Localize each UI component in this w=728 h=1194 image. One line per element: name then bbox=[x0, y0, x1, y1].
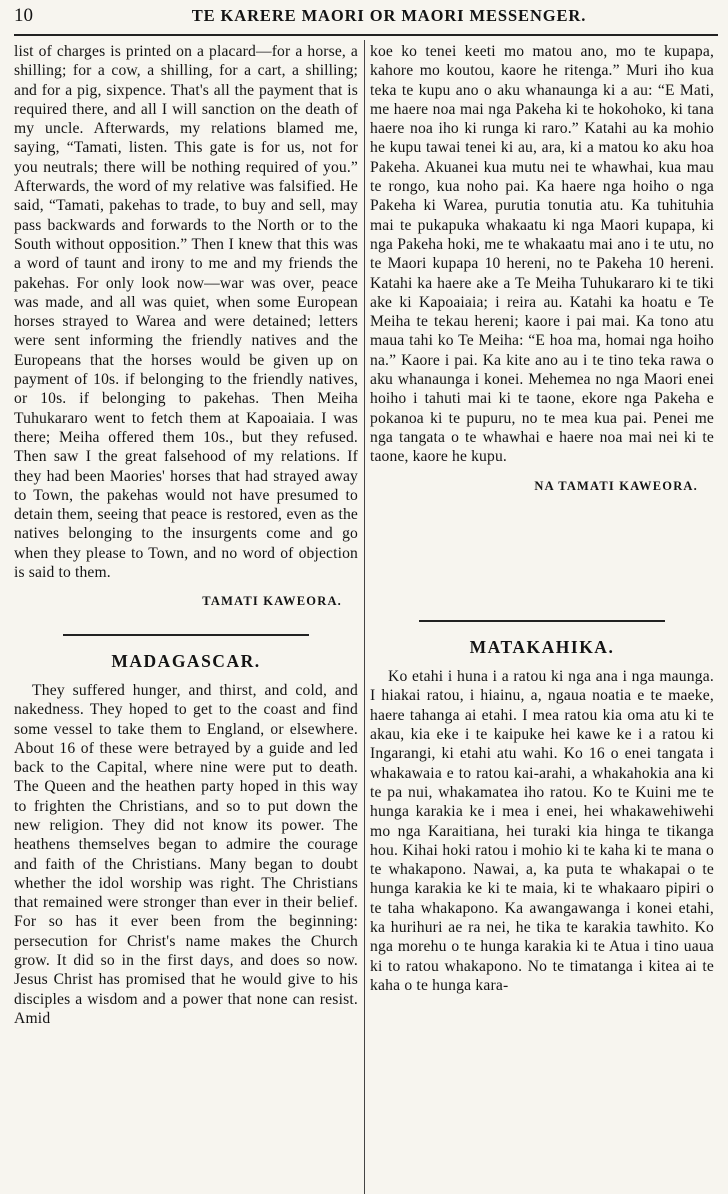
letter-paragraph: koe ko tenei keeti mo matou ano, mo te kupapa, kahore mo koutou, kaore he ritenga.” Muri iho kua teka te kupu ano o aku whanaunga ki a au: “E Mati, me haere noa mai nga Pakeha ki te hokohoko, ki tana haere noa iho ki runga ki raro.” Katahi au ka mohio he kupu tawai tenei ki au, ara, ki a matou ko aku hoa Pakeha. Akuanei kua mutu nei te whawhai, kua mau te rongo, kua noho pai. Ka haere nga hoiho o nga Pakeha ki Warea, purutia tonutia atu. Ka tuhituhia mai te pukapuka whakaatu ki nga Maori kupapa, ki nga Pakeha hoki, me te whakaatu mai ano i te utu, no te Maori kupapa 10 hereni, no te Pakeha 10 hereni. Katahi ka haere ake a Te Meiha Tuhukararo ki te tiki ake ki Kapoaiaia; i reira au. Katahi ka hoatu e Te Meiha te tekau hereni; kaore i pai mai. Ka tono atu maua tahi ko Te Meiha: “E hoa ma, homai nga hoiho na.” Kaore i pai. Ka kite ano au i te tino teka rawa o aku whanaunga i konei. Mehemea no nga Maori enei hoiho i tahuti mai ki te taone, ekore nga Pakeha e pokanoa ki te pupuru, no te mea kua pai. Penei me nga tangata o te whawhai e haere noa mai nei ki te taone, kaore he kupu. bbox=[370, 43, 714, 466]
page-header bbox=[14, 0, 718, 36]
letter-signature: TAMATI KAWEORA. bbox=[202, 594, 342, 609]
running-title: TE KARERE MAORI OR MAORI MESSENGER. bbox=[191, 6, 587, 25]
section-rule bbox=[63, 634, 309, 636]
letter-signature: NA TAMATI KAWEORA. bbox=[534, 478, 698, 493]
letter-paragraph: list of charges is printed on a placard—for a horse, a shilling; for a cow, a shilling, for a cart, a shilling; and for a pig, sixpence. That's all the payment that is required there, and all I will sanction on the death of my uncle. Afterwards, my relations blamed me, saying, “Tamati, listen. This gate is for us, not for you neutrals; there will be nothing required of you.” Afterwards, the word of my relative was falsified. He said, “Tamati, pakehas to trade, to buy and sell, may pass backwards and forwards to the North or to the South without opposition.” Then I knew that this was a word of taunt and irony to me and my friends the pakehas. For only look now—war was over, peace was made, and all was quiet, when some European horses strayed to Warea and were detained; letters were sent informing the friendly natives and the Europeans that the horses would be given up on payment of 10s. if belonging to the friendly natives, or 10s. if belonging to pakehas. Then Meiha Tuhukararo went to fetch them at Kapoaiaia. I was there; Meiha offered them 10s., but they refused. Then saw I the great falsehood of my relations. If they had been Maories' horses that had strayed away to Town, the pakehas would not have presumed to detain them, seeing that peace is restored, even as the natives belonging to the insurgents come and go when they please to Town, and no word of objection is said to them. bbox=[14, 43, 358, 582]
section-paragraph: Ko etahi i huna i a ratou ki nga ana i nga maunga. I hiakai ratou, i hiainu, a, ngaua noatia e te maeke, haere tahanga ai etahi. I mea ratou kia oma atu ki te akau, kia eke i te kaipuke hei kawe ke i a ratou ki Ingarangi, ki etahi atu wahi. Ko 16 o enei tangata i whakawaia e to ratou kai-arahi, a whakahokia ana ki te pa nui, whakamatea iho ratou. Ko te Kuini me te hunga karakia ke i mea i enei, hei whakawehiwehi mo nga Karaitiana, hei turaki kia hinga te tikanga hou. Kihai hoki ratou i mohio ki te kaha ki te mana o te whakapono. Nawai, a, ka puta te whakapai o te hunga karakia ke ki te maia, ki te whakaaro pipiri o te taha whakapono. Ka awangawanga i konei etahi, ka hurihuri ae ra nei, he tika te karakia tawhito. Ko nga morehu o te hunga karakia ki te Atua i tino uaua ki to ratou whakapono. No te timatanga i kitea ai te kaha o te hunga kara- bbox=[370, 668, 714, 994]
left-column bbox=[14, 42, 358, 1194]
section-title: MATAKAHIKA. bbox=[469, 636, 615, 657]
column-divider bbox=[364, 40, 365, 1194]
section-title: MADAGASCAR. bbox=[111, 650, 261, 671]
section-paragraph: They suffered hunger, and thirst, and cold, and nakedness. They hoped to get to the coast and find some vessel to take them to England, or elsewhere. About 16 of these were betrayed by a guide and led back to the Capital, where nine were put to death. The Queen and the heathen party hoped in this way to frighten the Christians, and so to put down the new religion. They did not know its power. The heathens themselves began to admire the courage and faith of the Christians. Many began to doubt whether the idol worship was right. The Christians that remained were stronger than ever in their belief. For so has it ever been from the beginning: persecution for Christ's name makes the Church grow. It did so in the first days, and does so now. Jesus Christ has promised that he would give to his disciples a wisdom and a power that none can resist. Amid bbox=[14, 681, 358, 1027]
page-number: 10 bbox=[14, 5, 33, 26]
right-column bbox=[370, 42, 714, 1194]
section-rule bbox=[419, 620, 665, 622]
